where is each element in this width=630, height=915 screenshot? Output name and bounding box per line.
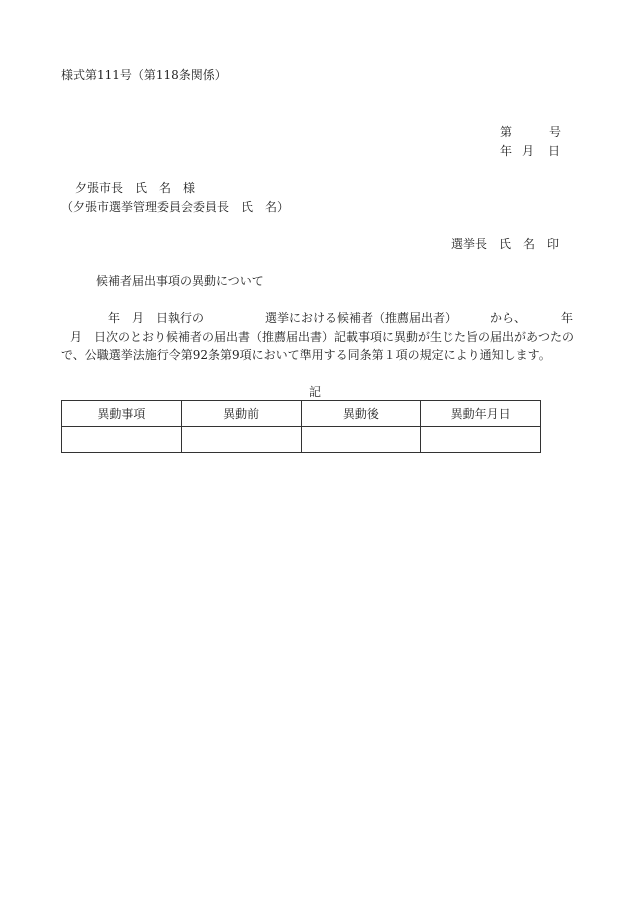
cell-before-change[interactable] <box>181 427 301 453</box>
cell-change-date[interactable] <box>421 427 541 453</box>
date-year-label: 年 <box>500 144 513 158</box>
sender-election-chief: 選挙長 氏 名 印 <box>451 237 560 251</box>
body-line-1-date: 年 月 日執行の <box>108 311 205 325</box>
header-before-change: 異動前 <box>181 401 301 427</box>
header-change-date: 異動年月日 <box>421 401 541 427</box>
cell-change-item[interactable] <box>62 427 182 453</box>
change-table <box>61 400 541 453</box>
cell-after-change[interactable] <box>301 427 421 453</box>
body-line-1-election: 選挙における候補者（推薦届出者） <box>265 311 458 325</box>
date-month-label: 月 <box>522 144 535 158</box>
addressee-committee-chair: （夕張市選挙管理委員会委員長 氏 名） <box>61 200 290 214</box>
body-line-2: 月 日次のとおり候補者の届出書（推薦届出書）記載事項に異動が生じた旨の届出があつたの <box>70 330 575 344</box>
header-after-change: 異動後 <box>301 401 421 427</box>
table-header-row <box>62 401 541 427</box>
body-line-1-from: から、 <box>490 311 527 325</box>
date-day-label: 日 <box>548 144 561 158</box>
addressee-mayor: 夕張市長 氏 名 様 <box>75 181 196 195</box>
doc-number-label: 第 <box>500 125 513 139</box>
subject-title: 候補者届出事項の異動について <box>96 274 264 288</box>
form-number: 様式第111号（第118条関係） <box>61 68 227 82</box>
body-line-1-year: 年 <box>561 311 574 325</box>
table-row <box>62 427 541 453</box>
body-line-3: で、公職選挙法施行令第92条第9項において準用する同条第１項の規定により通知します。 <box>61 348 551 362</box>
ki-heading: 記 <box>309 385 322 399</box>
header-change-item: 異動事項 <box>62 401 182 427</box>
doc-number-suffix: 号 <box>549 125 562 139</box>
